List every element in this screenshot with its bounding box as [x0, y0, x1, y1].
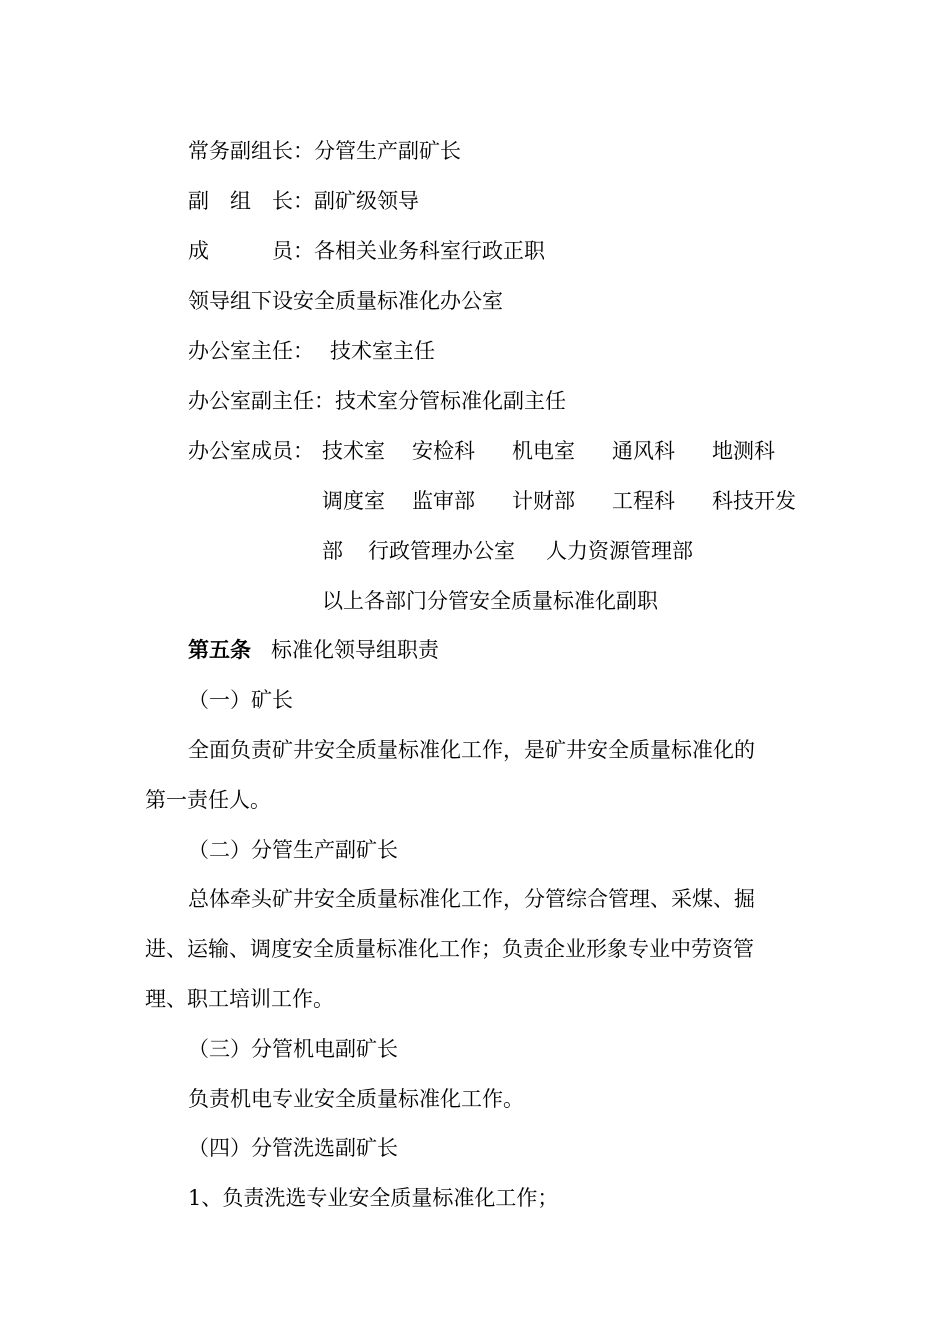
- dept-cell: 机电室: [512, 439, 575, 463]
- article-number: 第五条: [188, 637, 251, 662]
- dept-cell: 地测科: [712, 439, 775, 463]
- vice-director-line: 办公室副主任：技术室分管标准化副主任: [188, 389, 566, 413]
- dept-cell: 工程科: [612, 489, 675, 513]
- dept-cell: 科技开发: [712, 489, 796, 513]
- member-label: 成 员：: [188, 239, 314, 263]
- dept-cell: 行政管理办公室: [368, 539, 515, 563]
- deputy-label: 副 组 长：: [188, 189, 314, 213]
- section-2-body: 总体牵头矿井安全质量标准化工作，分管综合管理、采煤、掘: [188, 887, 755, 911]
- section-1-heading: （一）矿长: [188, 688, 293, 712]
- section-1-body: 第一责任人。: [145, 788, 271, 812]
- section-2-heading: （二）分管生产副矿长: [188, 838, 398, 862]
- deputy-value: 副矿级领导: [314, 189, 419, 213]
- members-label: 办公室成员：: [188, 439, 314, 463]
- dept-cell: 调度室: [322, 489, 385, 513]
- dept-cell: 监审部: [412, 489, 475, 513]
- dept-cell: 部: [322, 539, 343, 563]
- section-2-body: 进、运输、调度安全质量标准化工作；负责企业形象专业中劳资管: [145, 937, 754, 961]
- deputy-line: [188, 188, 419, 214]
- director-value: 技术室主任: [330, 339, 435, 363]
- section-2-body: 理、职工培训工作。: [145, 987, 334, 1011]
- dept-cell: 通风科: [612, 439, 675, 463]
- section-3-heading: （三）分管机电副矿长: [188, 1037, 398, 1061]
- section-4-body: 1、负责洗选专业安全质量标准化工作；: [188, 1186, 559, 1210]
- section-1-body: 全面负责矿井安全质量标准化工作，是矿井安全质量标准化的: [188, 738, 755, 762]
- director-line: [188, 338, 435, 364]
- members-note: 以上各部门分管安全质量标准化副职: [322, 589, 658, 613]
- section-4-heading: （四）分管洗选副矿长: [188, 1136, 398, 1160]
- article-heading: [188, 637, 439, 663]
- director-label: 办公室主任：: [188, 339, 314, 363]
- dept-cell: 人力资源管理部: [546, 539, 693, 563]
- member-value: 各相关业务科室行政正职: [314, 239, 545, 263]
- section-3-body: 负责机电专业安全质量标准化工作。: [188, 1087, 524, 1111]
- article-title: 标准化领导组职责: [271, 638, 439, 662]
- dept-cell: 技术室: [322, 439, 385, 463]
- dept-cell: 计财部: [512, 489, 575, 513]
- dept-cell: 安检科: [412, 439, 475, 463]
- deputy-exec-line: 常务副组长：分管生产副矿长: [188, 139, 461, 163]
- member-line: [188, 238, 545, 264]
- office-setup-line: 领导组下设安全质量标准化办公室: [188, 289, 503, 313]
